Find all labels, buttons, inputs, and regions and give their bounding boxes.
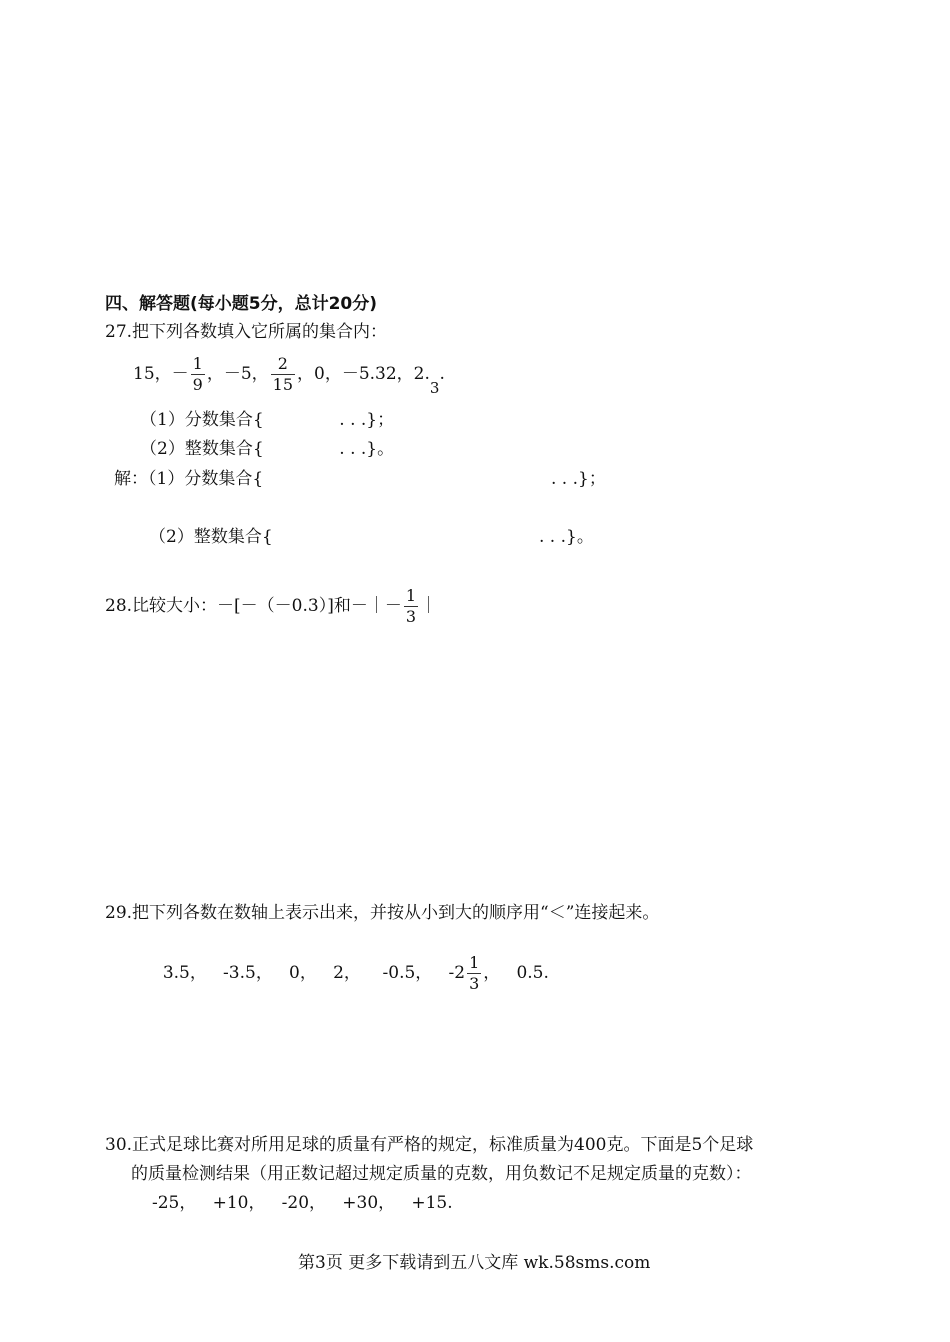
q29-fraction: $\frac{1}{3}$ [469,953,480,993]
q27-answer2-end: . . .}。 [539,527,594,547]
q27-num-a: 15，－ [133,364,189,384]
q28-end: ｜ [420,596,438,616]
q30-line1: 30.正式足球比赛对所用足球的质量有严格的规定，标准质量为400克。下面是5个足球 [105,1135,754,1155]
q27-fraction-2: $\frac{2}{15}$ [272,354,294,394]
q27-num-c: ，0，－5.32，2. [297,364,430,384]
q27-stem: 27.把下列各数填入它所属的集合内： [105,322,388,342]
q27-numbers [133,356,445,396]
q27-answer1-end: . . .}； [551,469,606,489]
q28-line [105,588,437,625]
q29-stem: 29.把下列各数在数轴上表示出来，并按从小到大的顺序用“＜”连接起来。 [105,903,660,923]
q28-fraction: $\frac{1}{3}$ [405,586,417,626]
q29-numbers [152,938,549,992]
page-footer: 第3页 更多下载请到五八文库 wk.58sms.com [298,1253,651,1273]
q30-values: -25， +10， -20， +30， +15. [152,1193,453,1213]
q29-end: ， 0.5. [483,963,549,983]
q27-answer2-label: （2）整数集合{ [149,527,273,547]
q27-repeating-digit: 3 [429,379,440,397]
q27-part2: （2）整数集合{ . . .}。 [140,439,395,459]
q28-stem: 28.比较大小：－[－（－0.3）]和－｜－ [105,596,402,616]
q27-num-b: ，－5， [206,364,269,384]
q27-fraction-1: $\frac{1}{9}$ [192,354,203,394]
q29-nums: 3.5， -3.5， 0， 2， -0.5， -2 [162,963,466,983]
section-title: 四、解答题(每小题5分，总计20分) [105,294,378,314]
q27-answer-label: 解：（1）分数集合{ [114,469,264,489]
q27-num-end: . [439,364,445,384]
q27-part1: （1）分数集合{ . . .}； [140,410,395,430]
q30-line2: 的质量检测结果（用正数记超过规定质量的克数，用负数记不足规定质量的克数）： [131,1164,752,1184]
